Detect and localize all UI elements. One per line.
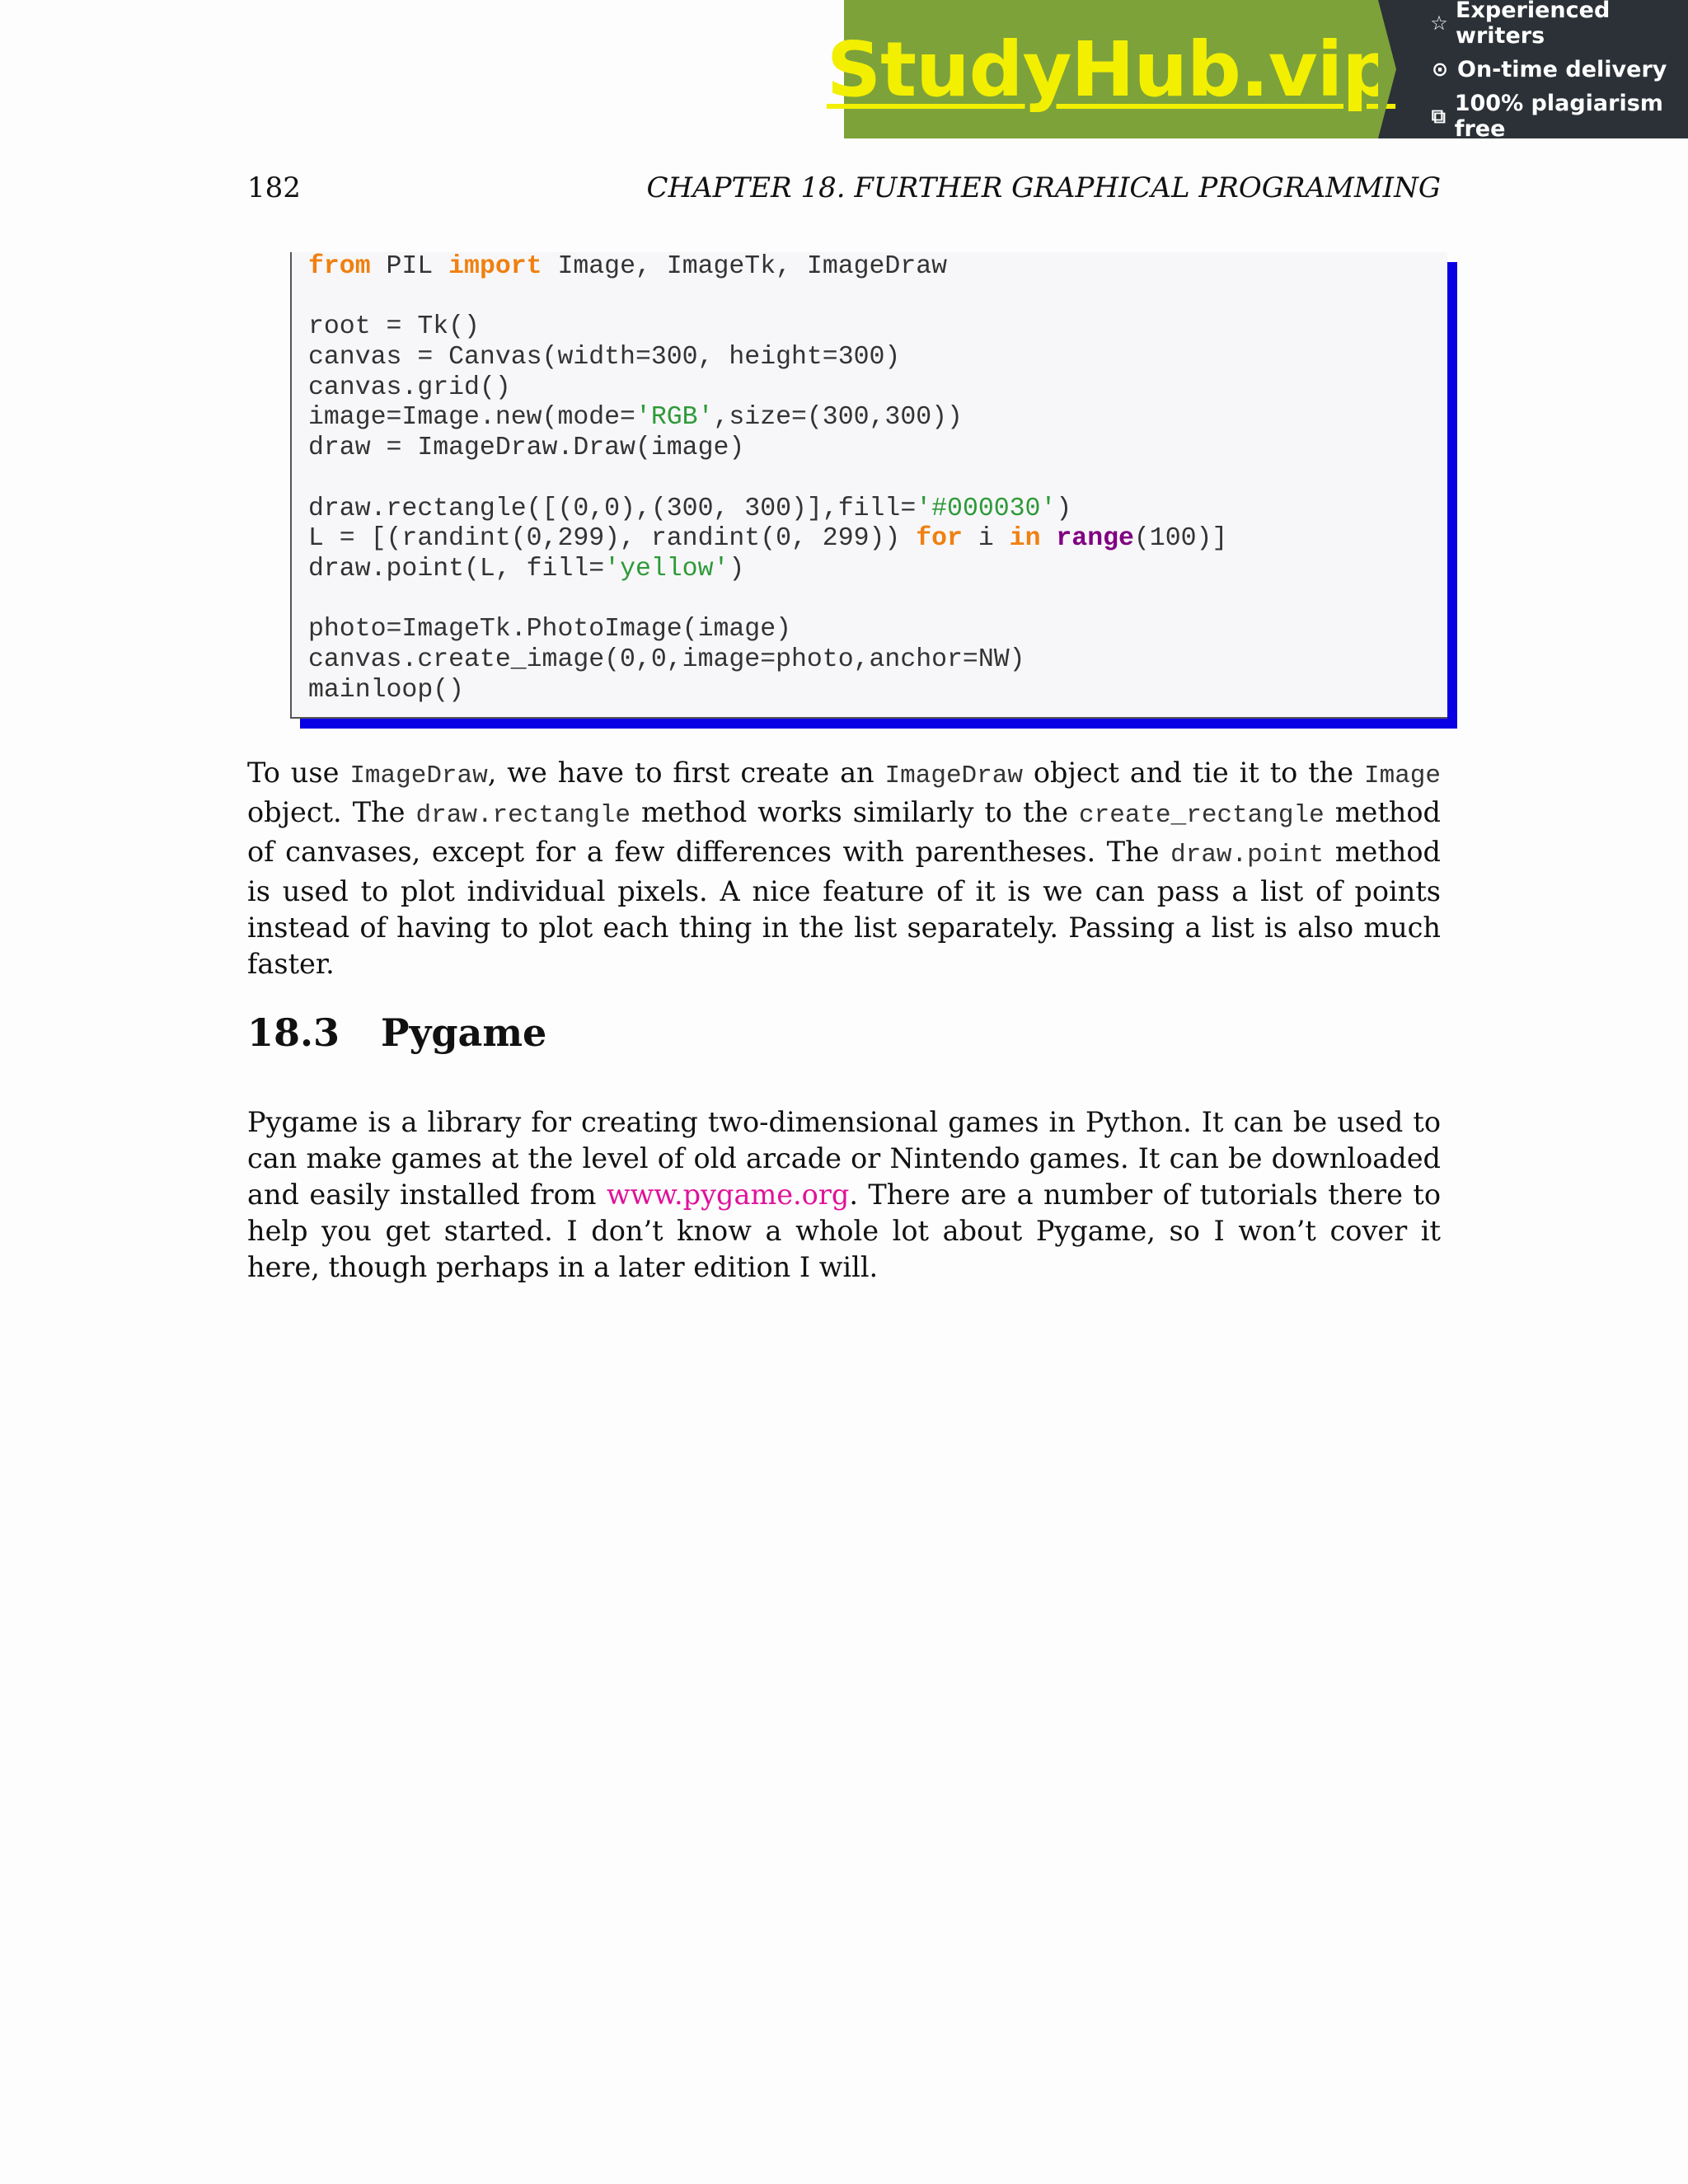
code-line [308, 283, 1227, 313]
pygame-link[interactable]: www.pygame.org [606, 1179, 850, 1211]
copy-icon: ⧉ [1431, 104, 1446, 128]
code-line: draw.point(L, fill='yellow') [308, 554, 745, 583]
code-line: photo=ImageTk.PhotoImage(image) [308, 615, 791, 644]
feature-label: 100% plagiarism free [1454, 90, 1663, 142]
section-heading [247, 1010, 546, 1055]
body-paragraph: Pygame is a library for creating two-dimensional games in Python. It can be used to can make games at the level of old arcade or Nintendo games. It can be downloaded and easily installed from www.pygame.org. There are a number of tutorials there to help you get started. I don’t know a whole lot about Pygame, so I won’t cover it here, though perhaps in a later edition I will. [247, 1106, 1441, 1283]
chapter-title: CHAPTER 18. FURTHER GRAPHICAL PROGRAMMING [646, 171, 1441, 204]
feature-item [1429, 57, 1688, 82]
inline-code: create_rectangle [1079, 801, 1325, 830]
code-line: canvas.grid() [308, 373, 511, 402]
features-panel [1378, 0, 1688, 142]
inline-code: ImageDraw [884, 762, 1023, 790]
code-line: canvas = Canvas(width=300, height=300) [308, 343, 901, 373]
inline-code: ImageDraw [349, 762, 488, 790]
code-line: root = Tk() [308, 312, 480, 342]
code-line: draw.rectangle([(0,0),(300, 300)],fill='#000030') [308, 494, 1072, 523]
section-number: 18.3 [247, 1010, 340, 1055]
code-line: mainloop() [308, 675, 465, 705]
code-line: image=Image.new(mode='RGB',size=(300,300)) [308, 403, 963, 433]
code-line: draw = ImageDraw.Draw(image) [308, 434, 745, 463]
page-number: 182 [247, 171, 301, 204]
code-line: L = [(randint(0,299), randint(0, 299)) for i in range(100)] [308, 524, 1228, 554]
feature-label: On-time delivery [1457, 56, 1667, 82]
code-line: from PIL import Image, ImageTk, ImageDraw [308, 252, 948, 281]
feature-item [1429, 91, 1688, 142]
brand-panel [826, 0, 1396, 138]
code-line [308, 464, 1227, 494]
running-head [247, 171, 1441, 204]
brand-logo: StudyHub.vip [826, 25, 1396, 114]
inline-code: draw.point [1170, 841, 1325, 869]
feature-label: Experienced writers [1456, 0, 1611, 49]
star-icon: ☆ [1430, 11, 1448, 35]
code-listing [290, 252, 1447, 719]
body-paragraph: To use ImageDraw, we have to first create an ImageDraw object and tie it to the Image object. The draw.rectangle method works similarly to the create_rectangle method of canvases, except for a few differences with parentheses. The draw.point method is used to plot individual pixels. A nice feature of it is we can pass a list of points instead of having to plot each thing in the list separately. Passing a list is also much faster. [247, 757, 1441, 980]
inline-code: draw.rectangle [415, 801, 631, 830]
section-title: Pygame [381, 1010, 547, 1055]
ad-banner[interactable] [826, 0, 1688, 142]
feature-item [1429, 0, 1688, 49]
code-line [308, 585, 1227, 616]
code-line: canvas.create_image(0,0,image=photo,anchor=NW) [308, 644, 1025, 674]
code-lines [308, 252, 1227, 705]
clock-icon: ⊙ [1431, 58, 1449, 81]
inline-code: Image [1363, 762, 1441, 790]
